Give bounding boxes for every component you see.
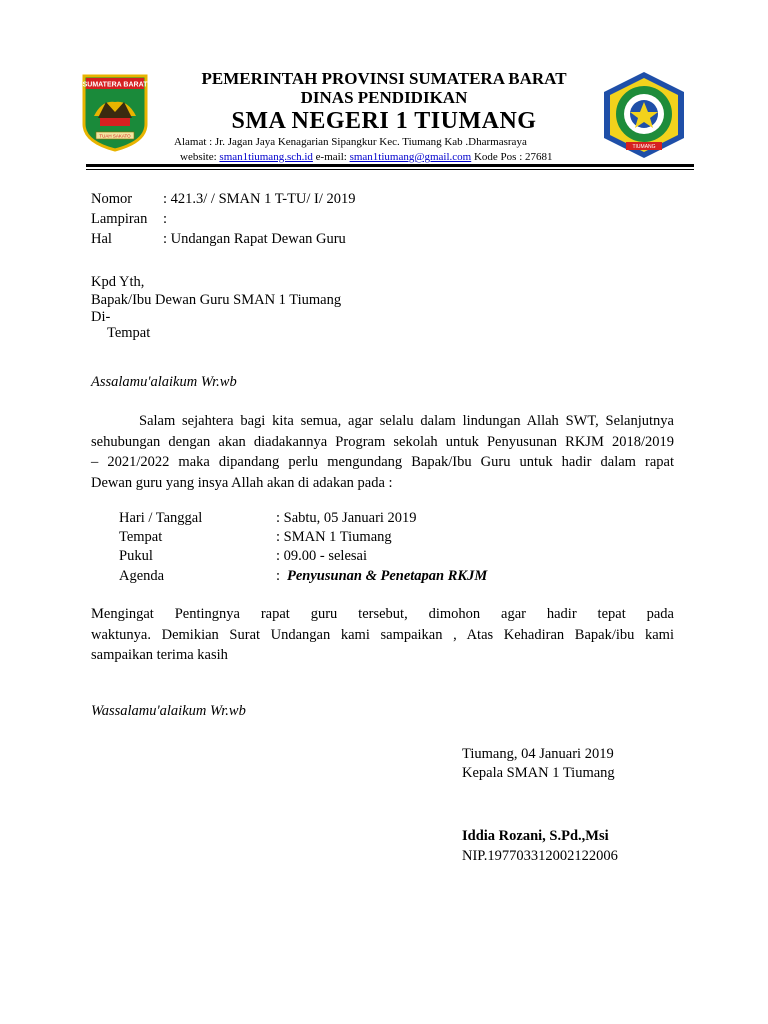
hal-label: Hal bbox=[91, 231, 112, 247]
signature-position: Kepala SMAN 1 Tiumang bbox=[462, 765, 615, 781]
letterhead-rule-thick bbox=[86, 164, 694, 167]
svg-text:TIUMANG: TIUMANG bbox=[632, 144, 656, 150]
signature-name: Iddia Rozani, S.Pd.,Msi bbox=[462, 828, 609, 844]
lampiran-value: : bbox=[163, 211, 168, 227]
contact-line bbox=[180, 151, 553, 163]
address-line: Alamat : Jr. Jagan Jaya Kenagarian Sipangkur Kec. Tiumang Kab .Dharmasraya bbox=[174, 136, 527, 148]
website-label: website: bbox=[180, 151, 217, 163]
detail-agenda-colon: : bbox=[276, 568, 281, 584]
recipient-line2: Bapak/Ibu Dewan Guru SMAN 1 Tiumang bbox=[91, 292, 342, 308]
email-link[interactable]: sman1tiumang@gmail.com bbox=[349, 151, 472, 163]
nomor-label: Nomor bbox=[91, 191, 133, 207]
detail-label-agenda: Agenda bbox=[119, 568, 165, 584]
school-name: SMA NEGERI 1 TIUMANG bbox=[231, 108, 537, 134]
closing: Wassalamu'alaikum Wr.wb bbox=[91, 703, 246, 719]
detail-label-date: Hari / Tanggal bbox=[119, 510, 203, 526]
lampiran-label: Lampiran bbox=[91, 211, 148, 227]
body2-line3: sampaikan terima kasih bbox=[91, 647, 228, 663]
nomor-value: : 421.3/ / SMAN 1 T-TU/ I/ 2019 bbox=[163, 191, 356, 207]
body1-line1: Salam sejahtera bagi kita semua, agar selalu dalam lindungan Allah SWT, Selanjutnya bbox=[139, 413, 674, 429]
email-label: e-mail: bbox=[315, 151, 347, 163]
body1-line2: sehubungan dengan akan diadakannya Program sekolah untuk Penyusunan RKJM 2018/2019 bbox=[91, 433, 674, 450]
website-link[interactable]: sman1tiumang.sch.id bbox=[219, 151, 313, 163]
svg-text:SUMATERA BARAT: SUMATERA BARAT bbox=[82, 81, 148, 89]
detail-value-time: : 09.00 - selesai bbox=[276, 548, 368, 564]
body1-line4: Dewan guru yang insya Allah akan di adakan pada : bbox=[91, 474, 393, 491]
body-paragraph-1 bbox=[91, 411, 674, 493]
hal-value: : Undangan Rapat Dewan Guru bbox=[163, 231, 346, 247]
signature-nip: NIP.197703312002122006 bbox=[462, 848, 618, 864]
recipient-line4: Tempat bbox=[107, 325, 151, 341]
detail-value-agenda: Penyusunan & Penetapan RKJM bbox=[287, 568, 488, 584]
detail-label-place: Tempat bbox=[119, 529, 163, 545]
dept-line: DINAS PENDIDIKAN bbox=[300, 88, 468, 107]
detail-value-date: : Sabtu, 05 Januari 2019 bbox=[276, 510, 417, 526]
body2-line1: Mengingat Pentingnya rapat guru tersebut, dimohon agar hadir tepat pada bbox=[91, 606, 674, 622]
gov-line: PEMERINTAH PROVINSI SUMATERA BARAT bbox=[201, 69, 567, 88]
svg-text:TUAH SAKATO: TUAH SAKATO bbox=[99, 133, 131, 139]
greeting: Assalamu'alaikum Wr.wb bbox=[91, 374, 237, 390]
letterhead-rule-thin bbox=[86, 169, 694, 170]
body2-line2: waktunya. Demikian Surat Undangan kami sampaikan , Atas Kehadiran Bapak/ibu kami bbox=[91, 626, 674, 643]
recipient-line3: Di- bbox=[91, 309, 111, 325]
postcode: Kode Pos : 27681 bbox=[473, 151, 553, 163]
body-paragraph-2 bbox=[91, 604, 674, 666]
detail-value-place: : SMAN 1 Tiumang bbox=[276, 529, 392, 545]
signature-place-date: Tiumang, 04 Januari 2019 bbox=[462, 746, 614, 762]
detail-label-time: Pukul bbox=[119, 548, 153, 564]
recipient-line1: Kpd Yth, bbox=[91, 274, 145, 290]
body1-line3: – 2021/2022 maka dipandang perlu mengundang Bapak/Ibu Guru untuk hadir dalam rapat bbox=[91, 454, 674, 470]
